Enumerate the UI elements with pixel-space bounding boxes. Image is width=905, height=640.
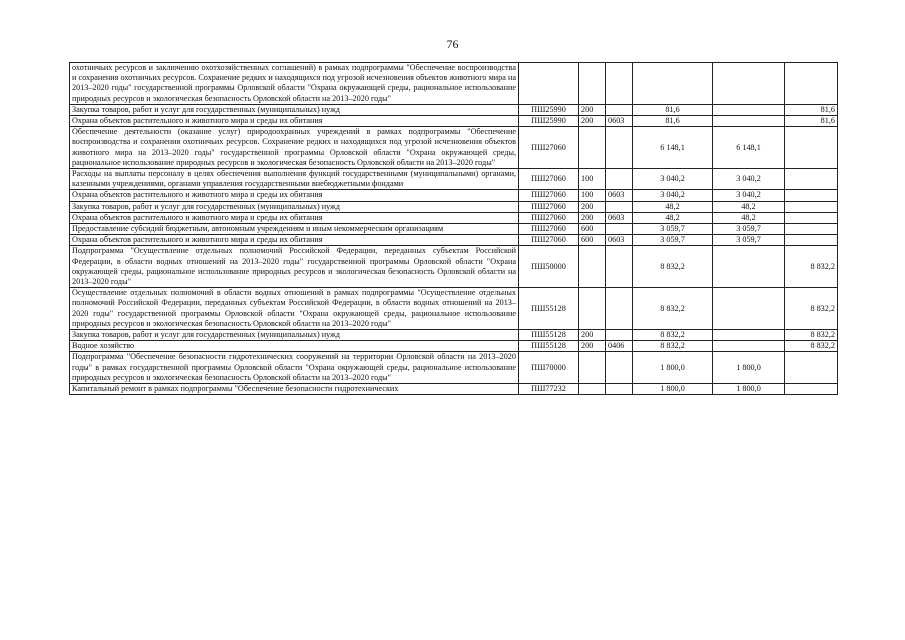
row-amount-total: 1 800,0 (633, 384, 713, 395)
row-description: Расходы на выплаты персоналу в целях обеспечения выполнения функций государственными (муниципальными) органами, казенными учреждениями, органами управления государственными внебюджетными фондами (70, 169, 519, 190)
row-target-code: ПШ25990 (519, 116, 579, 127)
row-target-code: ПШ55128 (519, 288, 579, 330)
page-number: 76 (446, 37, 459, 51)
row-amount-federal: 8 832,2 (785, 341, 838, 352)
table-row (70, 190, 838, 201)
row-amount-total: 48,2 (633, 201, 713, 212)
row-description: Закупка товаров, работ и услуг для государственных (муниципальных) нужд (70, 330, 519, 341)
row-amount-regional (713, 246, 785, 288)
row-description: Охрана объектов растительного и животного мира и среды их обитания (70, 116, 519, 127)
table-row (70, 63, 838, 105)
row-amount-federal (785, 169, 838, 190)
row-expense-type: 200 (579, 116, 606, 127)
row-amount-regional: 3 059,7 (713, 224, 785, 235)
row-section-code (606, 224, 633, 235)
row-amount-federal: 8 832,2 (785, 288, 838, 330)
row-amount-regional: 3 059,7 (713, 235, 785, 246)
row-amount-total: 1 800,0 (633, 352, 713, 384)
row-amount-regional (713, 330, 785, 341)
row-expense-type: 200 (579, 341, 606, 352)
row-expense-type (579, 384, 606, 395)
row-description: Подпрограмма "Осуществление отдельных полномочий Российской Федерации, переданных субъектам Российской Федерации, в области водных отношений на 2013–2020 годы" государственной программы Орловской области "Охрана окружающей среды, рациональное использование природных ресурсов и экологическая безопасность Орловской области на 2013–2020 годы" (70, 246, 519, 288)
row-amount-federal: 81,6 (785, 104, 838, 115)
row-section-code (606, 127, 633, 169)
row-amount-federal (785, 190, 838, 201)
row-description: Предоставление субсидий бюджетным, автономным учреждениям и иным некоммерческим организациям (70, 224, 519, 235)
row-section-code (606, 384, 633, 395)
row-amount-federal: 8 832,2 (785, 330, 838, 341)
row-amount-total: 81,6 (633, 104, 713, 115)
row-amount-total: 48,2 (633, 212, 713, 223)
row-amount-federal (785, 201, 838, 212)
row-description: Подпрограмма "Обеспечение безопасности гидротехнических сооружений на территории Орловской области на 2013–2020 годы" в рамках государственной программы Орловской области "Охрана окружающей среды, рациональное использование природных ресурсов и экологическая безопасность Орловской области на 2013–2020 годы" (70, 352, 519, 384)
row-target-code: ПШ77232 (519, 384, 579, 395)
row-expense-type (579, 288, 606, 330)
row-amount-regional: 1 800,0 (713, 352, 785, 384)
row-section-code (606, 201, 633, 212)
row-expense-type: 600 (579, 224, 606, 235)
row-amount-federal (785, 235, 838, 246)
row-amount-total: 8 832,2 (633, 330, 713, 341)
row-amount-total: 8 832,2 (633, 246, 713, 288)
row-amount-regional (713, 104, 785, 115)
row-amount-total: 3 059,7 (633, 224, 713, 235)
table-row (70, 104, 838, 115)
table-row (70, 384, 838, 395)
row-section-code (606, 169, 633, 190)
row-section-code (606, 246, 633, 288)
row-target-code: ПШ27060 (519, 235, 579, 246)
row-amount-regional: 48,2 (713, 212, 785, 223)
table-row (70, 127, 838, 169)
row-amount-federal (785, 63, 838, 105)
row-description: Охрана объектов растительного и животного мира и среды их обитания (70, 212, 519, 223)
row-amount-total: 3 040,2 (633, 169, 713, 190)
row-section-code (606, 104, 633, 115)
row-expense-type (579, 352, 606, 384)
row-section-code: 0603 (606, 212, 633, 223)
row-target-code: ПШ27060 (519, 127, 579, 169)
row-amount-total: 3 059,7 (633, 235, 713, 246)
row-description: Водное хозяйство (70, 341, 519, 352)
row-amount-regional (713, 63, 785, 105)
row-expense-type: 100 (579, 190, 606, 201)
row-description: Обеспечение деятельности (оказание услуг) природоохранных учреждений в рамках подпрограммы "Обеспечение воспроизводства и сохранения охотничьих ресурсов. Сохранение редких и находящихся под угрозой исчезновения объектов животного мира на 2013–2020 годы" государственной программы Орловской области "Охрана окружающей среды, рациональное использование природных ресурсов и экологическая безопасность Орловской области на 2013–2020 годы" (70, 127, 519, 169)
row-target-code: ПШ27060 (519, 201, 579, 212)
row-amount-total: 3 040,2 (633, 190, 713, 201)
row-expense-type (579, 63, 606, 105)
row-amount-regional (713, 116, 785, 127)
row-expense-type (579, 127, 606, 169)
row-section-code (606, 330, 633, 341)
row-expense-type: 200 (579, 201, 606, 212)
table-row (70, 288, 838, 330)
row-section-code (606, 288, 633, 330)
row-description: Закупка товаров, работ и услуг для государственных (муниципальных) нужд (70, 201, 519, 212)
row-amount-regional: 48,2 (713, 201, 785, 212)
row-expense-type: 200 (579, 212, 606, 223)
row-target-code: ПШ25990 (519, 104, 579, 115)
row-description: Охрана объектов растительного и животного мира и среды их обитания (70, 235, 519, 246)
row-amount-regional: 6 148,1 (713, 127, 785, 169)
row-expense-type (579, 246, 606, 288)
row-expense-type: 600 (579, 235, 606, 246)
table-row (70, 169, 838, 190)
row-expense-type: 200 (579, 330, 606, 341)
row-expense-type: 200 (579, 104, 606, 115)
row-target-code: ПШ55128 (519, 341, 579, 352)
row-amount-federal (785, 352, 838, 384)
row-section-code: 0406 (606, 341, 633, 352)
row-amount-total (633, 63, 713, 105)
row-section-code: 0603 (606, 190, 633, 201)
row-amount-regional: 3 040,2 (713, 190, 785, 201)
row-description: охотничьих ресурсов и заключению охотхозяйственных соглашений) в рамках подпрограммы "Обеспечение воспроизводства и сохранения охотничьих ресурсов. Сохранение редких и находящихся под угрозой исчезновения объектов животного мира на 2013–2020 годы" государственной программы Орловской области "Охрана окружающей среды, рациональное использование природных ресурсов и экологическая безопасность Орловской области на 2013–2020 годы" (70, 63, 519, 105)
budget-table-body (70, 63, 838, 395)
row-amount-regional (713, 288, 785, 330)
row-section-code: 0603 (606, 235, 633, 246)
row-target-code: ПШ70000 (519, 352, 579, 384)
row-target-code: ПШ27060 (519, 212, 579, 223)
budget-table (69, 62, 838, 395)
row-amount-total: 8 832,2 (633, 341, 713, 352)
row-target-code: ПШ27060 (519, 224, 579, 235)
table-row (70, 224, 838, 235)
table-row (70, 201, 838, 212)
row-section-code: 0603 (606, 116, 633, 127)
row-target-code: ПШ55128 (519, 330, 579, 341)
row-section-code (606, 352, 633, 384)
row-description: Закупка товаров, работ и услуг для государственных (муниципальных) нужд (70, 104, 519, 115)
row-amount-regional: 3 040,2 (713, 169, 785, 190)
row-amount-federal (785, 224, 838, 235)
table-row (70, 341, 838, 352)
row-amount-total: 6 148,1 (633, 127, 713, 169)
row-amount-total: 81,6 (633, 116, 713, 127)
table-row (70, 116, 838, 127)
table-row (70, 235, 838, 246)
row-expense-type: 100 (579, 169, 606, 190)
row-amount-federal: 8 832,2 (785, 246, 838, 288)
row-target-code (519, 63, 579, 105)
row-section-code (606, 63, 633, 105)
row-amount-federal (785, 384, 838, 395)
row-description: Осуществление отдельных полномочий в области водных отношений в рамках подпрограммы "Осуществление отдельных полномочий Российской Федерации, переданных субъектам Российской Федерации, в области водных отношений на 2013–2020 годы" государственной программы Орловской области "Охрана окружающей среды, рациональное использование природных ресурсов и экологическая безопасность Орловской области на 2013–2020 годы" (70, 288, 519, 330)
table-row (70, 246, 838, 288)
row-amount-federal (785, 127, 838, 169)
row-description: Капитальный ремонт в рамках подпрограммы "Обеспечение безопасности гидротехнических (70, 384, 519, 395)
table-row (70, 212, 838, 223)
table-row (70, 352, 838, 384)
table-row (70, 330, 838, 341)
row-target-code: ПШ50000 (519, 246, 579, 288)
row-amount-regional (713, 341, 785, 352)
row-target-code: ПШ27060 (519, 169, 579, 190)
row-amount-federal: 81,6 (785, 116, 838, 127)
row-amount-total: 8 832,2 (633, 288, 713, 330)
row-amount-federal (785, 212, 838, 223)
row-description: Охрана объектов растительного и животного мира и среды их обитания (70, 190, 519, 201)
row-amount-regional: 1 800,0 (713, 384, 785, 395)
row-target-code: ПШ27060 (519, 190, 579, 201)
